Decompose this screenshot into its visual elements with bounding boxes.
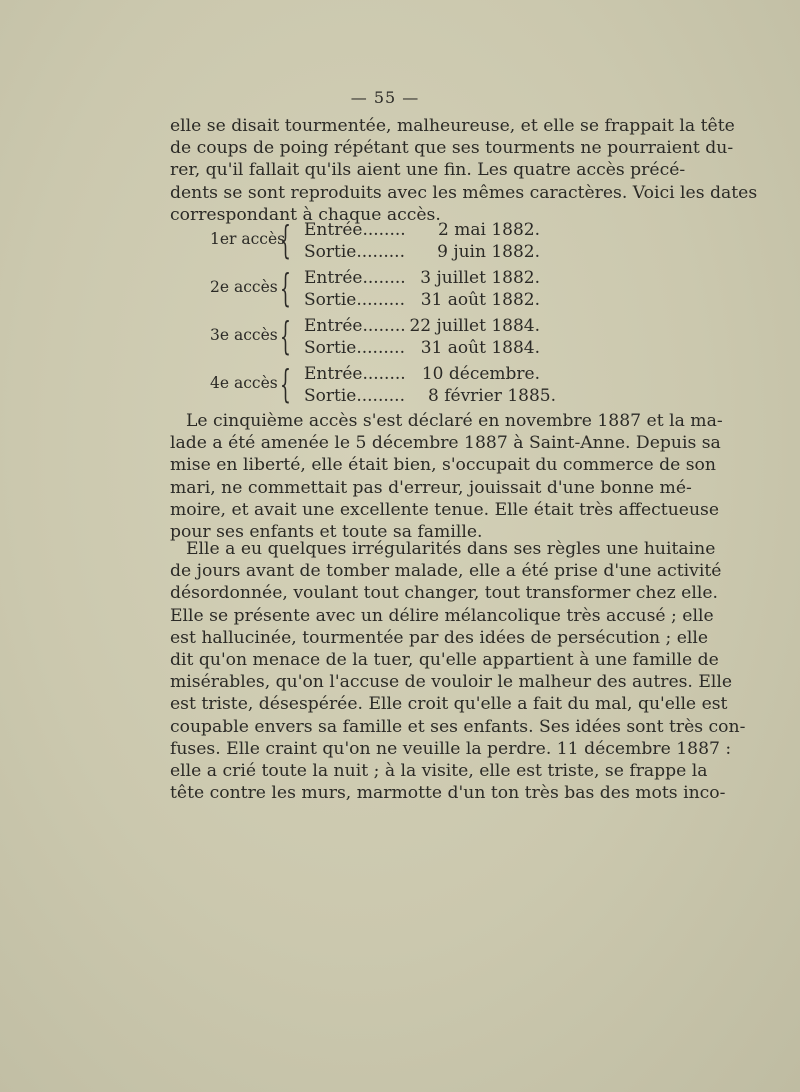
- sortie-date: 31 août 1882.: [420, 290, 540, 310]
- sortie-label: Sortie.........: [304, 338, 405, 358]
- entree-date: 10 décembre.: [421, 364, 540, 384]
- sortie-label: Sortie.........: [304, 386, 405, 406]
- entree-date: 22 juillet 1884.: [409, 316, 540, 336]
- text-line: Le cinquième accès s'est déclaré en novembre 1887 et la ma-: [186, 411, 723, 431]
- sortie-date: 9 juin 1882.: [437, 242, 540, 262]
- page-number: — 55 —: [350, 88, 420, 107]
- sortie-label: Sortie.........: [304, 242, 405, 262]
- text-line: coupable envers sa famille et ses enfants. Ses idées sont très con-: [170, 716, 746, 737]
- sortie-date: 31 août 1884.: [420, 338, 540, 358]
- acces-block-2: [170, 268, 630, 312]
- text-line: de coups de poing répétant que ses tourments ne pourraient du-: [170, 138, 734, 159]
- text-line: mari, ne commettait pas d'erreur, jouissait d'une bonne mé-: [170, 477, 692, 498]
- text-line: correspondant à chaque accès.: [170, 204, 441, 225]
- text-line: tête contre les murs, marmotte d'un ton très bas des mots inco-: [170, 783, 726, 804]
- acces-block-4: [170, 364, 630, 408]
- text-line: rer, qu'il fallait qu'ils aient une fin. Les quatre accès précé-: [170, 160, 686, 181]
- text-line: est hallucinée, tourmentée par des idées de persécution ; elle: [170, 627, 709, 648]
- text-line: misérables, qu'on l'accuse de vouloir le malheur des autres. Elle: [170, 672, 733, 693]
- text-line: elle a crié toute la nuit ; à la visite, elle est triste, se frappe la: [170, 761, 708, 782]
- brace-icon: {: [280, 266, 291, 310]
- text-line: Elle a eu quelques irrégularités dans ses règles une huitaine: [186, 539, 716, 559]
- sortie-date: 8 février 1885.: [428, 386, 556, 406]
- sortie-label: Sortie.........: [304, 290, 405, 310]
- acces-label: 3e accès: [210, 326, 278, 344]
- text-line: lade a été amenée le 5 décembre 1887 à Saint-Anne. Depuis sa: [170, 433, 721, 454]
- paragraph-3: [170, 538, 746, 804]
- paragraph-1: [170, 115, 758, 226]
- entree-date: 3 juillet 1882.: [420, 268, 540, 288]
- text-line: moire, et avait une excellente tenue. Elle était très affectueuse: [170, 499, 720, 520]
- acces-block-3: [170, 316, 630, 360]
- entree-label: Entrée........: [304, 220, 406, 240]
- brace-icon: {: [280, 314, 291, 358]
- text-line: dit qu'on menace de la tuer, qu'elle appartient à une famille de: [170, 650, 719, 671]
- entree-date: 2 mai 1882.: [438, 220, 540, 240]
- text-line: pour ses enfants et toute sa famille.: [170, 522, 483, 543]
- paragraph-2: [170, 410, 723, 543]
- entree-label: Entrée........: [304, 316, 406, 336]
- text-line: elle se disait tourmentée, malheureuse, et elle se frappait la tête: [170, 116, 735, 136]
- text-line: désordonnée, voulant tout changer, tout transformer chez elle.: [170, 583, 718, 604]
- brace-icon: {: [280, 362, 291, 406]
- entree-label: Entrée........: [304, 364, 406, 384]
- acces-block-1: [170, 220, 630, 264]
- acces-label: 2e accès: [210, 278, 278, 296]
- text-line: dents se sont reproduits avec les mêmes caractères. Voici les dates: [170, 182, 758, 203]
- acces-label: 4e accès: [210, 374, 278, 392]
- text-line: mise en liberté, elle était bien, s'occupait du commerce de son: [170, 455, 716, 476]
- acces-label: 1er accès: [210, 230, 286, 248]
- text-line: Elle se présente avec un délire mélancolique très accusé ; elle: [170, 605, 714, 626]
- text-line: est triste, désespérée. Elle croit qu'elle a fait du mal, qu'elle est: [170, 694, 728, 715]
- brace-icon: {: [280, 218, 291, 262]
- text-line: de jours avant de tomber malade, elle a été prise d'une activité: [170, 561, 722, 582]
- text-line: fuses. Elle craint qu'on ne veuille la perdre. 11 décembre 1887 :: [170, 738, 732, 759]
- entree-label: Entrée........: [304, 268, 406, 288]
